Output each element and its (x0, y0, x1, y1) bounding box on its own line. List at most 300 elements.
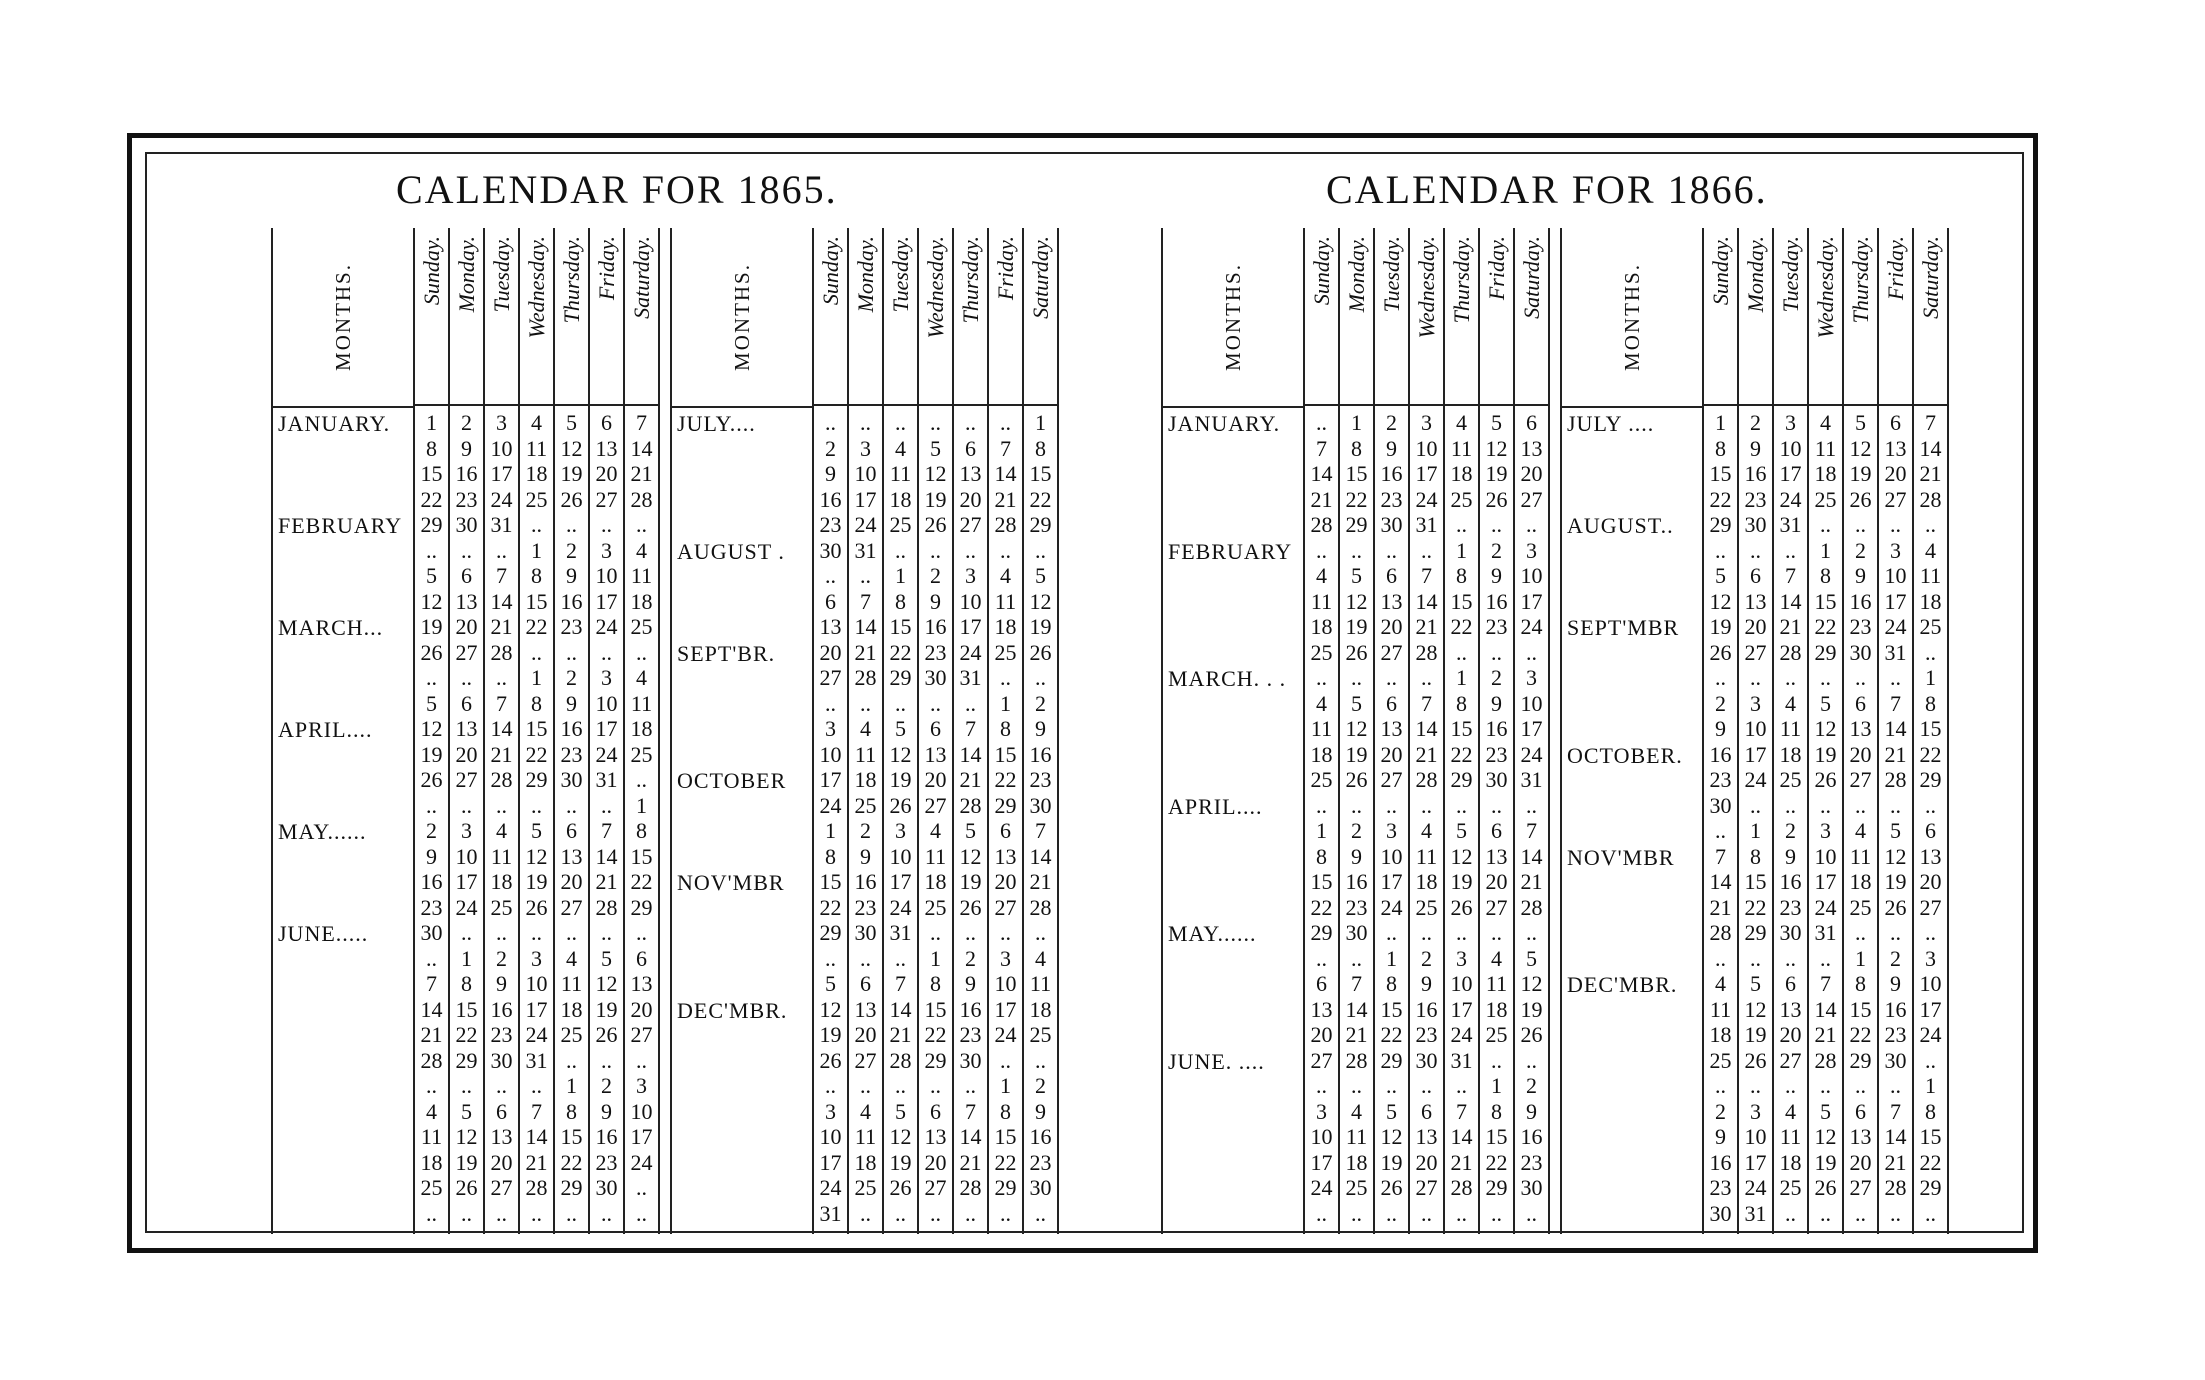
date-cell: 20 (455, 614, 478, 639)
date-cell: 28 (595, 894, 618, 920)
date-cell: 7 (1890, 690, 1901, 716)
date-cell: .. (1491, 512, 1502, 537)
day-header-label: Thursday. (957, 236, 983, 324)
date-cell: .. (1351, 1200, 1362, 1226)
day-header-label: Thursday. (1847, 236, 1873, 324)
date-cell: 21 (420, 1022, 443, 1047)
date-cell: 27 (1884, 486, 1907, 512)
date-cell: 28 (1884, 767, 1907, 792)
date-cell: 23 (1849, 614, 1872, 639)
date-cell: 23 (819, 512, 842, 537)
date-cell: .. (1925, 1047, 1936, 1073)
date-cell: .. (860, 563, 871, 588)
date-cell: 31 (1415, 512, 1438, 537)
date-cell: 16 (819, 486, 842, 512)
date-cell: 10 (595, 563, 618, 588)
date-cell: 28 (490, 767, 513, 792)
date-cell: 27 (455, 767, 478, 792)
date-cell: 12 (1380, 1124, 1403, 1149)
date-cell: 1 (1715, 410, 1726, 435)
date-cell: 15 (1450, 716, 1473, 741)
date-cell: 19 (959, 869, 982, 894)
date-cell: 20 (560, 869, 583, 894)
date-cell: 13 (490, 1124, 513, 1149)
date-cell: 31 (1744, 1200, 1767, 1226)
day-header-label: Wednesday. (922, 236, 948, 339)
date-cell: 10 (595, 690, 618, 716)
day-column (1737, 228, 1772, 1234)
day-header-label: Thursday. (558, 236, 584, 324)
date-cell: 18 (1919, 588, 1942, 614)
months-header-label: MONTHS. (1220, 263, 1245, 371)
day-column (483, 228, 518, 1234)
date-cell: 30 (1744, 512, 1767, 537)
date-cell: .. (1491, 639, 1502, 665)
day-header (1024, 228, 1057, 406)
date-cell: 14 (595, 843, 618, 869)
date-cell: 25 (889, 512, 912, 537)
date-cell: 9 (496, 971, 507, 996)
date-cell: 9 (1785, 843, 1796, 869)
date-cell: 25 (560, 1022, 583, 1047)
day-header-label: Sunday. (418, 236, 444, 306)
day-header (1410, 228, 1443, 406)
date-cell: .. (1421, 665, 1432, 690)
date-cell: 16 (959, 996, 982, 1022)
month-label: NOV'MBR (677, 870, 785, 895)
date-cell: 26 (924, 512, 947, 537)
date-cell: 6 (930, 1098, 941, 1124)
date-cell: 31 (1450, 1047, 1473, 1073)
date-cell: 1 (636, 792, 647, 818)
date-cell: 22 (994, 1149, 1017, 1175)
date-cell: .. (1820, 512, 1831, 537)
date-cell: 3 (965, 563, 976, 588)
date-cell: 5 (825, 971, 836, 996)
date-cell: 2 (566, 537, 577, 563)
date-cell: .. (461, 792, 472, 818)
day-column (1772, 228, 1807, 1234)
date-cell: 15 (1744, 869, 1767, 894)
months-body (273, 408, 413, 1234)
date-cell: 3 (1386, 818, 1397, 843)
date-cell: 27 (455, 639, 478, 665)
date-cell: 17 (854, 486, 877, 512)
date-cell: 16 (1849, 588, 1872, 614)
date-cell: 3 (1526, 537, 1537, 563)
date-cell: 17 (1310, 1149, 1333, 1175)
date-cell: 27 (1415, 1175, 1438, 1200)
date-cell: 11 (1345, 1124, 1368, 1149)
date-cell: 4 (860, 716, 871, 741)
date-cell: .. (1925, 639, 1936, 665)
date-cell: 13 (959, 461, 982, 486)
day-header-label: Tuesday. (1378, 236, 1404, 313)
date-cell: 8 (1925, 690, 1936, 716)
date-cell: .. (636, 639, 647, 665)
date-cell: .. (965, 920, 976, 945)
date-cell: 26 (1345, 639, 1368, 665)
date-cell: 29 (1345, 512, 1368, 537)
date-cell: 18 (1450, 461, 1473, 486)
date-cell: 25 (525, 486, 548, 512)
date-cell: 1 (1000, 1073, 1011, 1098)
date-cell: 26 (1849, 486, 1872, 512)
date-cell: 23 (1380, 486, 1403, 512)
date-cell: 19 (525, 869, 548, 894)
date-cell: 4 (1715, 971, 1726, 996)
date-cell: 2 (1386, 410, 1397, 435)
date-cell: 29 (889, 665, 912, 690)
date-cell: 8 (1855, 971, 1866, 996)
date-cell: 7 (1035, 818, 1046, 843)
date-cell: 4 (496, 818, 507, 843)
date-cell: 31 (1814, 920, 1837, 945)
date-cell: 3 (825, 1098, 836, 1124)
date-cell: .. (1386, 920, 1397, 945)
month-label: NOV'MBR (1567, 844, 1675, 870)
month-label: JULY.... (677, 411, 756, 436)
date-cell: 26 (1814, 1175, 1837, 1200)
date-cell: .. (1456, 920, 1467, 945)
date-cell: 14 (490, 588, 513, 614)
date-cell: 3 (496, 410, 507, 435)
date-cell: 9 (566, 690, 577, 716)
date-cell: 24 (1450, 1022, 1473, 1047)
day-header-label: Friday. (1483, 236, 1509, 301)
date-cell: .. (1855, 512, 1866, 537)
months-header-label: MONTHS. (1619, 263, 1644, 371)
date-cell: .. (1035, 1200, 1046, 1226)
date-cell: 17 (1744, 1149, 1767, 1175)
date-cell: 31 (1884, 639, 1907, 665)
day-column-body (625, 406, 658, 1234)
date-cell: .. (1925, 920, 1936, 945)
date-cell: 31 (525, 1047, 548, 1073)
date-cell: 26 (1884, 894, 1907, 920)
date-cell: 25 (1779, 1175, 1802, 1200)
date-cell: 10 (1415, 435, 1438, 461)
date-cell: .. (1456, 1200, 1467, 1226)
date-cell: .. (1456, 512, 1467, 537)
date-cell: 12 (1849, 435, 1872, 461)
date-cell: 8 (1035, 435, 1046, 461)
date-cell: 13 (1919, 843, 1942, 869)
date-cell: .. (1890, 920, 1901, 945)
date-cell: 30 (1380, 512, 1403, 537)
date-cell: 11 (525, 435, 548, 461)
date-cell: 27 (854, 1047, 877, 1073)
date-cell: 6 (1855, 690, 1866, 716)
day-header-label: Thursday. (1448, 236, 1474, 324)
date-cell: .. (1316, 945, 1327, 971)
date-cell: 12 (420, 716, 443, 741)
date-cell: 15 (1485, 1124, 1508, 1149)
date-cell: .. (1785, 1200, 1796, 1226)
date-cell: .. (1785, 945, 1796, 971)
date-cell: 28 (889, 1047, 912, 1073)
date-cell: .. (1890, 665, 1901, 690)
date-cell: 30 (1345, 920, 1368, 945)
date-cell: 6 (1785, 971, 1796, 996)
calendar-section (1161, 228, 1949, 1234)
date-cell: 17 (1884, 588, 1907, 614)
day-column (882, 228, 917, 1234)
date-cell: .. (636, 1200, 647, 1226)
date-cell: 3 (1750, 1098, 1761, 1124)
date-cell: 30 (490, 1047, 513, 1073)
date-cell: .. (1925, 512, 1936, 537)
date-cell: 20 (1485, 869, 1508, 894)
date-cell: 13 (1779, 996, 1802, 1022)
date-cell: 6 (601, 410, 612, 435)
month-label: JULY .... (1567, 411, 1655, 436)
day-column-body (989, 406, 1022, 1234)
day-header (814, 228, 847, 406)
date-cell: 24 (959, 639, 982, 665)
date-cell: 18 (1310, 614, 1333, 639)
date-cell: 13 (924, 741, 947, 767)
date-cell: 29 (1450, 767, 1473, 792)
day-header (1375, 228, 1408, 406)
date-cell: 16 (1884, 996, 1907, 1022)
date-cell: 20 (994, 869, 1017, 894)
date-cell: 27 (959, 512, 982, 537)
date-cell: 5 (1456, 818, 1467, 843)
date-cell: .. (531, 920, 542, 945)
date-cell: 23 (1779, 894, 1802, 920)
date-cell: .. (1456, 792, 1467, 818)
day-header-label: Tuesday. (887, 236, 913, 313)
date-cell: .. (531, 1073, 542, 1098)
date-cell: 20 (1380, 614, 1403, 639)
date-cell: .. (895, 537, 906, 563)
date-cell: 3 (636, 1073, 647, 1098)
date-cell: .. (965, 690, 976, 716)
date-cell: 9 (1421, 971, 1432, 996)
date-cell: 23 (490, 1022, 513, 1047)
date-cell: 21 (1520, 869, 1543, 894)
date-cell: 14 (1310, 461, 1333, 486)
date-cell: 16 (1709, 741, 1732, 767)
date-cell: .. (1820, 1200, 1831, 1226)
day-header (555, 228, 588, 406)
date-cell: .. (1750, 1073, 1761, 1098)
calendar-block (1550, 228, 1949, 1234)
date-cell: 26 (525, 894, 548, 920)
date-cell: 14 (1779, 588, 1802, 614)
date-cell: 26 (420, 767, 443, 792)
date-cell: 4 (636, 665, 647, 690)
date-cell: 20 (1744, 614, 1767, 639)
date-cell: .. (895, 945, 906, 971)
calendar-title-1865: CALENDAR FOR 1865. (396, 167, 838, 212)
day-column-body (954, 406, 987, 1234)
date-cell: 20 (595, 461, 618, 486)
date-cell: 5 (426, 563, 437, 588)
date-cell: 24 (490, 486, 513, 512)
date-cell: 16 (560, 588, 583, 614)
date-cell: 30 (1485, 767, 1508, 792)
date-cell: .. (531, 512, 542, 537)
date-cell: 3 (461, 818, 472, 843)
date-cell: .. (1750, 665, 1761, 690)
date-cell: 7 (1715, 843, 1726, 869)
day-header (1914, 228, 1947, 406)
date-cell: 15 (889, 614, 912, 639)
date-cell: 4 (1491, 945, 1502, 971)
date-cell: 30 (420, 920, 443, 945)
date-cell: .. (1890, 792, 1901, 818)
date-cell: 15 (420, 461, 443, 486)
date-cell: 4 (1855, 818, 1866, 843)
date-cell: 22 (1310, 894, 1333, 920)
day-column-body (590, 406, 623, 1234)
day-column-body (919, 406, 952, 1234)
date-cell: 24 (889, 894, 912, 920)
date-cell: .. (531, 792, 542, 818)
date-cell: 8 (930, 971, 941, 996)
date-cell: 22 (889, 639, 912, 665)
day-header-label: Wednesday. (523, 236, 549, 339)
date-cell: 16 (924, 614, 947, 639)
date-cell: 14 (630, 435, 653, 461)
months-column (1560, 228, 1702, 1234)
date-cell: 16 (595, 1124, 618, 1149)
date-cell: 5 (1855, 410, 1866, 435)
date-cell: 11 (630, 563, 653, 588)
date-cell: 15 (525, 588, 548, 614)
day-header (625, 228, 658, 406)
date-cell: 12 (1520, 971, 1543, 996)
date-cell: 21 (630, 461, 653, 486)
date-cell: 5 (895, 1098, 906, 1124)
date-cell: .. (531, 1200, 542, 1226)
date-cell: 11 (924, 843, 947, 869)
date-cell: 23 (420, 894, 443, 920)
date-cell: .. (1351, 537, 1362, 563)
date-cell: 23 (959, 1022, 982, 1047)
date-cell: 30 (924, 665, 947, 690)
date-cell: 2 (1526, 1073, 1537, 1098)
date-cell: .. (1526, 1047, 1537, 1073)
date-cell: 27 (1919, 894, 1942, 920)
date-cell: 13 (1310, 996, 1333, 1022)
date-cell: 14 (959, 741, 982, 767)
date-cell: 25 (924, 894, 947, 920)
date-cell: 8 (531, 563, 542, 588)
date-cell: 11 (490, 843, 513, 869)
date-cell: .. (566, 1200, 577, 1226)
date-cell: 31 (819, 1200, 842, 1226)
date-cell: 26 (819, 1047, 842, 1073)
date-cell: 24 (1814, 894, 1837, 920)
date-cell: 17 (490, 461, 513, 486)
date-cell: 6 (860, 971, 871, 996)
date-cell: 5 (1351, 563, 1362, 588)
date-cell: 25 (1779, 767, 1802, 792)
date-cell: 22 (1380, 1022, 1403, 1047)
day-header (989, 228, 1022, 406)
date-cell: 27 (1380, 639, 1403, 665)
date-cell: .. (531, 639, 542, 665)
date-cell: 20 (1310, 1022, 1333, 1047)
months-body (1163, 408, 1303, 1234)
date-cell: 4 (1785, 1098, 1796, 1124)
date-cell: 16 (490, 996, 513, 1022)
date-cell: 21 (525, 1149, 548, 1175)
date-cell: 26 (455, 1175, 478, 1200)
date-cell: .. (426, 537, 437, 563)
date-cell: 1 (461, 945, 472, 971)
date-cell: 2 (1491, 537, 1502, 563)
date-cell: 26 (1744, 1047, 1767, 1073)
date-cell: 5 (1035, 563, 1046, 588)
date-cell: 18 (924, 869, 947, 894)
date-cell: 24 (525, 1022, 548, 1047)
day-column-body (1774, 406, 1807, 1234)
date-cell: 18 (889, 486, 912, 512)
date-cell: 11 (1310, 716, 1333, 741)
months-body (1562, 408, 1702, 1234)
date-cell: .. (1386, 1073, 1397, 1098)
date-cell: 10 (1520, 690, 1543, 716)
date-cell: 14 (490, 716, 513, 741)
date-cell: 13 (1849, 1124, 1872, 1149)
date-cell: 25 (1709, 1047, 1732, 1073)
date-cell: .. (1820, 665, 1831, 690)
date-cell: 2 (601, 1073, 612, 1098)
date-cell: .. (895, 1073, 906, 1098)
date-cell: 6 (1386, 563, 1397, 588)
date-cell: .. (1890, 512, 1901, 537)
date-cell: 16 (1779, 869, 1802, 894)
date-cell: .. (860, 1073, 871, 1098)
date-cell: 31 (959, 665, 982, 690)
date-cell: 29 (1919, 767, 1942, 792)
date-cell: 27 (1849, 767, 1872, 792)
date-cell: 24 (1380, 894, 1403, 920)
day-header-label: Sunday. (817, 236, 843, 306)
date-cell: 16 (455, 461, 478, 486)
date-cell: 21 (959, 767, 982, 792)
date-cell: 16 (1345, 869, 1368, 894)
date-cell: 31 (595, 767, 618, 792)
date-cell: 14 (959, 1124, 982, 1149)
date-cell: 12 (455, 1124, 478, 1149)
date-cell: .. (566, 512, 577, 537)
date-cell: 28 (525, 1175, 548, 1200)
date-cell: 24 (1884, 614, 1907, 639)
date-cell: .. (1855, 920, 1866, 945)
date-cell: 1 (1491, 1073, 1502, 1098)
date-cell: 12 (1814, 1124, 1837, 1149)
date-cell: 6 (1491, 818, 1502, 843)
date-cell: 16 (1744, 461, 1767, 486)
date-cell: 6 (1750, 563, 1761, 588)
date-cell: 27 (630, 1022, 653, 1047)
date-cell: 2 (860, 818, 871, 843)
date-cell: 23 (854, 894, 877, 920)
day-column (1373, 228, 1408, 1234)
date-cell: .. (825, 410, 836, 435)
day-header-label: Monday. (1742, 236, 1768, 313)
date-cell: 18 (854, 1149, 877, 1175)
day-header-label: Friday. (992, 236, 1018, 301)
date-cell: 7 (1526, 818, 1537, 843)
date-cell: 26 (959, 894, 982, 920)
date-cell: .. (860, 945, 871, 971)
